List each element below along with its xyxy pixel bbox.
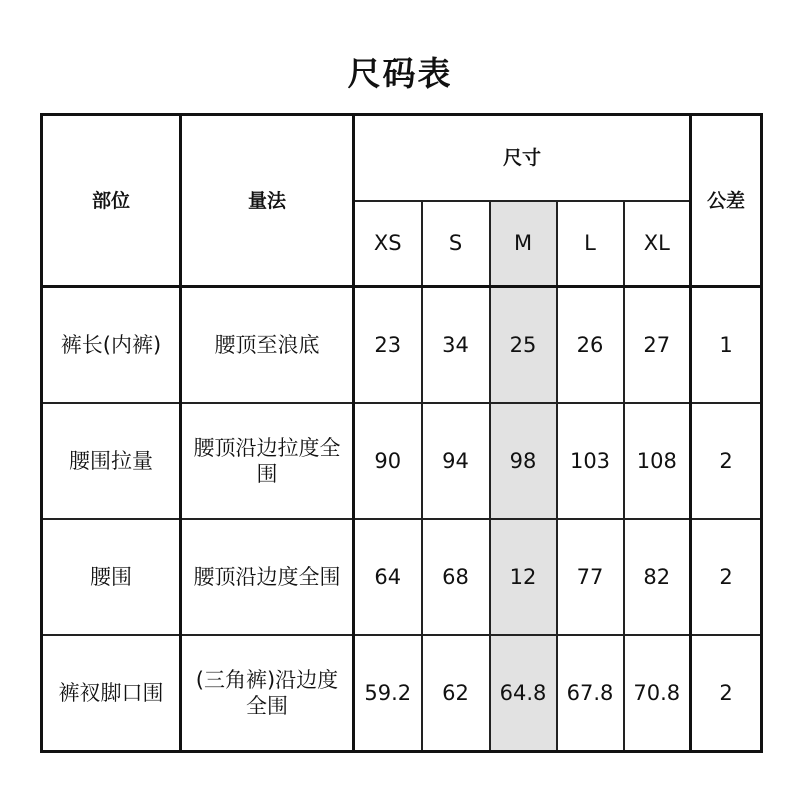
table-row (42, 287, 762, 403)
value-l: 67.8 (557, 635, 624, 752)
value-m: 12 (490, 519, 557, 635)
value-m: 98 (490, 403, 557, 519)
value-xs: 59.2 (354, 635, 422, 752)
table-row (42, 519, 762, 635)
page-title: 尺码表 (347, 54, 453, 93)
size-header-s: S (422, 201, 490, 287)
value-m: 25 (490, 287, 557, 403)
row-tolerance: 2 (691, 635, 762, 752)
value-l: 26 (557, 287, 624, 403)
row-method: (三角裤)沿边度全围 (181, 635, 354, 752)
row-part: 裤长(内裤) (42, 287, 181, 403)
row-part: 裤衩脚口围 (42, 635, 181, 752)
header-size-group: 尺寸 (354, 115, 691, 201)
value-l: 103 (557, 403, 624, 519)
row-part: 腰围拉量 (42, 403, 181, 519)
value-s: 68 (422, 519, 490, 635)
value-xl: 70.8 (624, 635, 691, 752)
row-part: 腰围 (42, 519, 181, 635)
value-s: 94 (422, 403, 490, 519)
header-part: 部位 (42, 115, 181, 287)
size-header-l: L (557, 201, 624, 287)
size-header-xs: XS (354, 201, 422, 287)
header-row-top (42, 115, 762, 201)
value-l: 77 (557, 519, 624, 635)
table-row (42, 403, 762, 519)
size-header-xl: XL (624, 201, 691, 287)
value-xs: 64 (354, 519, 422, 635)
value-xl: 27 (624, 287, 691, 403)
value-xl: 82 (624, 519, 691, 635)
row-tolerance: 1 (691, 287, 762, 403)
table-row (42, 635, 762, 752)
header-tolerance: 公差 (691, 115, 762, 287)
row-method: 腰顶沿边度全围 (181, 519, 354, 635)
row-tolerance: 2 (691, 519, 762, 635)
value-xs: 90 (354, 403, 422, 519)
value-s: 62 (422, 635, 490, 752)
row-method: 腰顶至浪底 (181, 287, 354, 403)
size-chart-table (40, 113, 763, 753)
header-method: 量法 (181, 115, 354, 287)
value-m: 64.8 (490, 635, 557, 752)
size-header-m: M (490, 201, 557, 287)
row-method: 腰顶沿边拉度全围 (181, 403, 354, 519)
value-xl: 108 (624, 403, 691, 519)
row-tolerance: 2 (691, 403, 762, 519)
value-xs: 23 (354, 287, 422, 403)
value-s: 34 (422, 287, 490, 403)
